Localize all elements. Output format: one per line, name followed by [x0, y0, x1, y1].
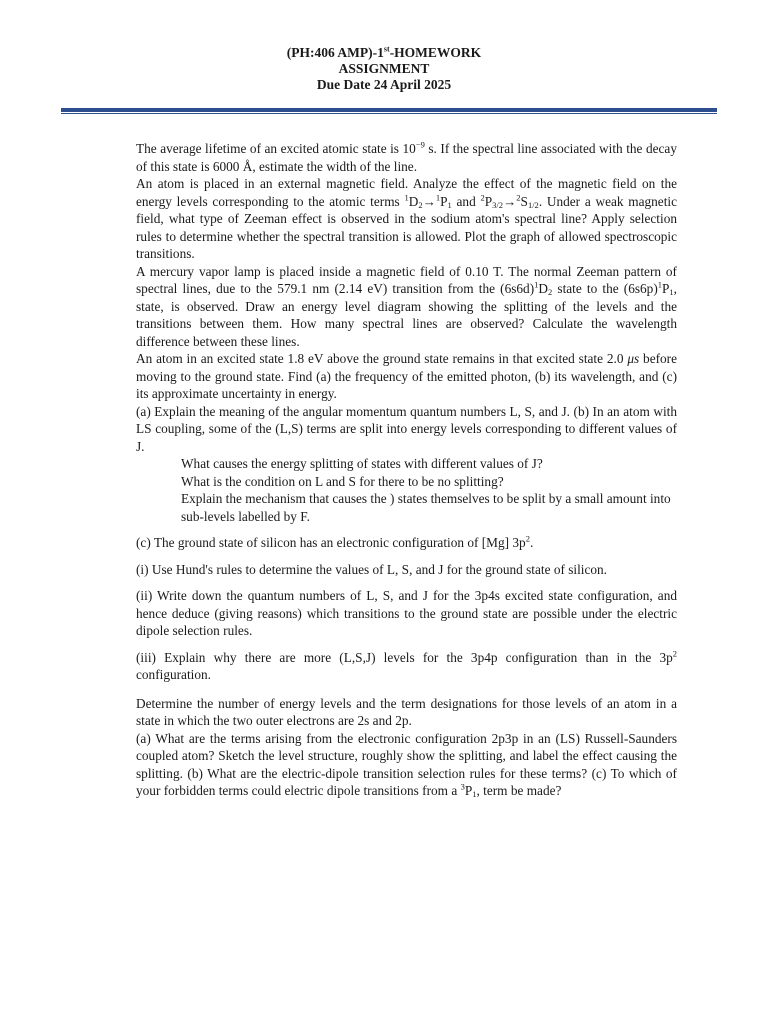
- question-4: An atom in an excited state 1.8 eV above the ground state remains in that excited state 2.0 μs before moving to the ground state. Find (a) the frequency of the emitted photon, (b) its wavelength, and (c) its approximate uncertainty in energy.: [136, 351, 678, 401]
- header-assignment-title: ASSIGNMENT: [338, 61, 430, 76]
- question-5-item-1: What causes the energy splitting of states with different values of J?: [181, 456, 543, 471]
- question-8: (a) What are the terms arising from the electronic configuration 2p3p in an (LS) Russell-Saunders coupled atom? Sketch the level structure, roughly show the splitting, and label the effect causing the splitting. (b) What are the electric-dipole transition selection rules for these terms? (c) To which of your forbidden terms could electric dipole transitions from a $^3P_1$, term be made?: [136, 730, 677, 799]
- question-6-i: (i) Use Hund's rules to determine the values of L, S, and J for the ground state of silicon.: [136, 561, 608, 577]
- assignment-body: [136, 140, 677, 800]
- question-6-iii: (iii) Explain why there are more (L,S,J) levels for the 3p4p configuration than in the $3p^2$ configuration.: [136, 648, 677, 682]
- header-course-title: (PH:406 AMP)-1st-HOMEWORK: [286, 44, 482, 60]
- question-6-ii: (ii) Write down the quantum numbers of L, S, and J for the 3p4s excited state configuration, and hence deduce (giving reasons) which transitions to the ground state are possible under the electric dipole selection rules.: [136, 588, 677, 638]
- question-1: The average lifetime of an excited atomic state is $10^{-9}$ s. If the spectral line associated with the decay of this state is 6000 Å, estimate the width of the line.: [136, 139, 677, 174]
- header-divider-thin: [61, 113, 717, 114]
- question-7: Determine the number of energy levels and the term designations for those levels of an atom in a state in which the two outer electrons are 2s and 2p.: [136, 695, 677, 728]
- header-due-date: Due Date 24 April 2025: [316, 77, 452, 92]
- question-3: A mercury vapor lamp is placed inside a magnetic field of 0.10 T. The normal Zeeman pattern of spectral lines, due to the 579.1 nm (2.14 eV) transition from the $(6s6d)^1D_2$ state to the $(6s6p)^1P_1$, state, is observed. Draw an energy level diagram showing the splitting of the levels and the transitions between them. How many spectral lines are observed? Calculate the wavelength difference between these lines.: [136, 263, 677, 349]
- question-5: (a) Explain the meaning of the angular momentum quantum numbers L, S, and J. (b) In an atom with LS coupling, some of the (L,S) terms are split into energy levels corresponding to different values of J.: [136, 403, 677, 454]
- header-divider-thick: [61, 108, 717, 112]
- question-2: An atom is placed in an external magnetic field. Analyze the effect of the magnetic field on the energy levels corresponding to the atomic terms $^1D_2\to^1P_1$ and $^2P_{3/2}\to^2S_{1/2}$. Under a weak magnetic field, what type of Zeeman effect is observed in the sodium atom's spectral line? Apply selection rules to determine whether the spectral transition is allowed. Plot the graph of allowed spectroscopic transitions.: [136, 176, 677, 261]
- question-5-item-2: What is the condition on L and S for there to be no splitting?: [181, 473, 504, 489]
- question-5-item-3: Explain the mechanism that causes the ) states themselves to be split by a small amount into sub-levels labelled by F.: [181, 491, 671, 524]
- document-header: [0, 45, 768, 93]
- question-6c: (c) The ground state of silicon has an electronic configuration of [Mg] $3p^2$.: [136, 533, 534, 550]
